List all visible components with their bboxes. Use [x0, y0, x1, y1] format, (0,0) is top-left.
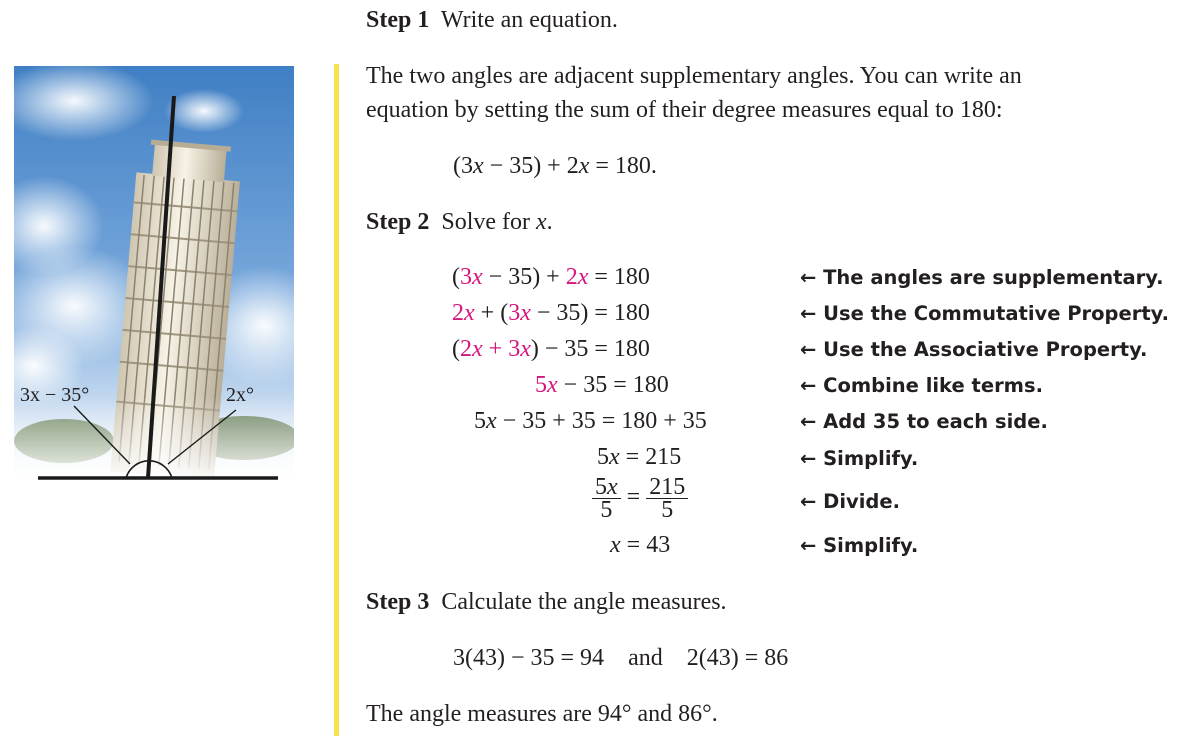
tower-illustration	[14, 66, 294, 486]
step2-label: Step 2	[366, 209, 430, 235]
note-3: ← Use the Associative Property.	[800, 338, 1148, 361]
calc-and: and	[628, 645, 663, 671]
angle-label-right: 2x°	[226, 384, 254, 406]
step1-equation: (3x − 35) + 2x = 180.	[453, 153, 657, 179]
step1-paragraph-line1: The two angles are adjacent supplementary angles. You can write an	[366, 63, 1022, 89]
eq-row-3: (2x + 3x) − 35 = 180	[452, 336, 650, 362]
note-6: ← Simplify.	[800, 447, 919, 470]
eq-row-6: 5x = 215	[597, 444, 682, 470]
step3-heading	[366, 588, 727, 616]
eq-row-7: $\frac{5x}{5}$ = $\frac{215}{5}$	[592, 476, 688, 521]
step3-calculation	[453, 644, 788, 672]
step3-conclusion: The angle measures are 94° and 86°.	[366, 701, 718, 727]
note-2: ← Use the Commutative Property.	[800, 302, 1169, 325]
tower-figure	[14, 66, 294, 486]
note-7: ← Divide.	[800, 490, 900, 513]
step1-title: Write an equation.	[440, 7, 618, 33]
step2-heading	[366, 208, 553, 236]
note-5: ← Add 35 to each side.	[800, 410, 1048, 433]
step3-label: Step 3	[366, 589, 430, 615]
note-8: ← Simplify.	[800, 534, 919, 557]
note-4: ← Combine like terms.	[800, 374, 1044, 397]
step1-label: Step 1	[366, 7, 430, 33]
calc-right: 2(43) = 86	[686, 645, 789, 671]
accent-bar	[334, 64, 339, 736]
eq-row-2: 2x + (3x − 35) = 180	[452, 300, 650, 326]
angle-label-left: 3x − 35°	[20, 384, 90, 406]
calc-left: 3(43) − 35 = 94	[453, 645, 605, 671]
note-1: ← The angles are supplementary.	[800, 266, 1164, 289]
step3-title: Calculate the angle measures.	[441, 589, 727, 615]
eq-row-1: (3x − 35) + 2x = 180	[452, 264, 650, 290]
eq-row-5: 5x − 35 + 35 = 180 + 35	[474, 408, 707, 434]
step1-heading	[366, 6, 618, 34]
step1-paragraph-line2: equation by setting the sum of their degree measures equal to 180:	[366, 97, 1003, 123]
step2-title: Solve for x.	[441, 209, 553, 235]
eq-row-8: x = 43	[610, 532, 671, 558]
eq-row-4: 5x − 35 = 180	[535, 372, 669, 398]
